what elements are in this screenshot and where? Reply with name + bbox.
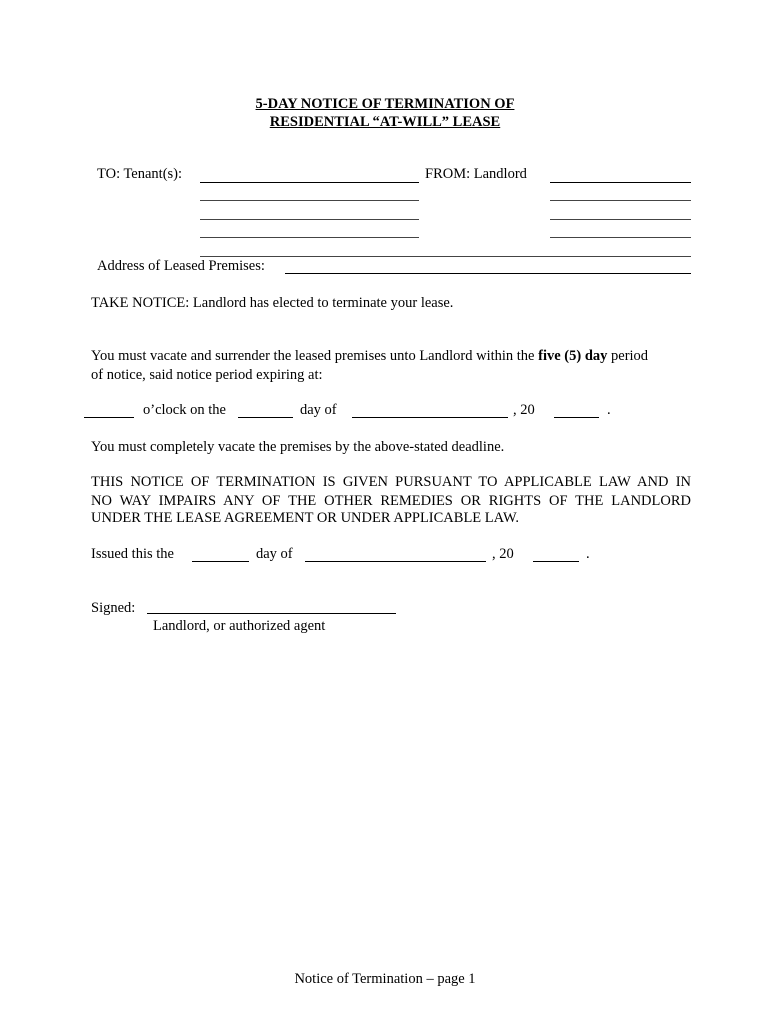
tenant-name-field-2[interactable] — [200, 200, 419, 201]
tenant-name-field-1[interactable] — [200, 182, 419, 183]
vacate-text-line1 — [91, 349, 648, 364]
vacate-text-pre: You must vacate and surrender the leased premises unto Landlord within the — [91, 348, 539, 364]
page-footer: Notice of Termination – page 1 — [294, 971, 476, 987]
vacate-text-post: period — [607, 348, 649, 364]
signature-field[interactable] — [147, 613, 396, 614]
tenant-name-field-4[interactable] — [200, 237, 419, 238]
tenant-name-field-3[interactable] — [200, 219, 419, 220]
oclock-label: o’clock on the — [143, 402, 226, 418]
expiry-hour-field[interactable] — [84, 417, 134, 418]
issued-month-field[interactable] — [305, 561, 486, 562]
take-notice-text: TAKE NOTICE: Landlord has elected to terminate your lease. — [91, 295, 454, 311]
issued-day-field[interactable] — [192, 561, 249, 562]
address-field[interactable] — [285, 273, 691, 274]
expiry-day-field[interactable] — [238, 417, 293, 418]
legal-notice-line3: UNDER THE LEASE AGREEMENT OR UNDER APPLICABLE LAW. — [91, 510, 519, 526]
legal-notice-line2: NO WAY IMPAIRS ANY OF THE OTHER REMEDIES OR RIGHTS OF THE LANDLORD — [91, 493, 691, 509]
landlord-name-field-2[interactable] — [550, 200, 691, 201]
deadline-text: You must completely vacate the premises by the above-stated deadline. — [91, 439, 505, 455]
issued-period: . — [586, 546, 590, 562]
expiry-period: . — [607, 402, 611, 418]
vacate-text-line2: of notice, said notice period expiring at: — [91, 367, 323, 383]
issued-label: Issued this the — [91, 546, 174, 562]
five-day-period: five (5) day — [538, 348, 608, 364]
address-field-upper[interactable] — [200, 256, 691, 257]
to-tenants-label: TO: Tenant(s): — [97, 166, 183, 182]
landlord-name-field-3[interactable] — [550, 219, 691, 220]
expiry-month-field[interactable] — [352, 417, 508, 418]
legal-notice-line1: THIS NOTICE OF TERMINATION IS GIVEN PURSUANT TO APPLICABLE LAW AND IN — [91, 474, 691, 490]
landlord-name-field-4[interactable] — [550, 237, 691, 238]
expiry-year-field[interactable] — [554, 417, 599, 418]
landlord-name-field-1[interactable] — [550, 182, 691, 183]
document-title-line2: RESIDENTIAL “AT-WILL” LEASE — [269, 114, 501, 130]
expiry-year-prefix: , 20 — [513, 402, 535, 418]
issued-year-field[interactable] — [533, 561, 579, 562]
issued-year-prefix: , 20 — [492, 546, 514, 562]
from-landlord-label: FROM: Landlord — [425, 166, 527, 182]
expiry-day-of-label: day of — [300, 402, 337, 418]
issued-day-of-label: day of — [256, 546, 293, 562]
document-title-line1: 5-DAY NOTICE OF TERMINATION OF — [255, 96, 515, 112]
signed-label: Signed: — [91, 600, 136, 616]
address-label: Address of Leased Premises: — [97, 258, 265, 274]
signature-caption: Landlord, or authorized agent — [153, 618, 326, 634]
